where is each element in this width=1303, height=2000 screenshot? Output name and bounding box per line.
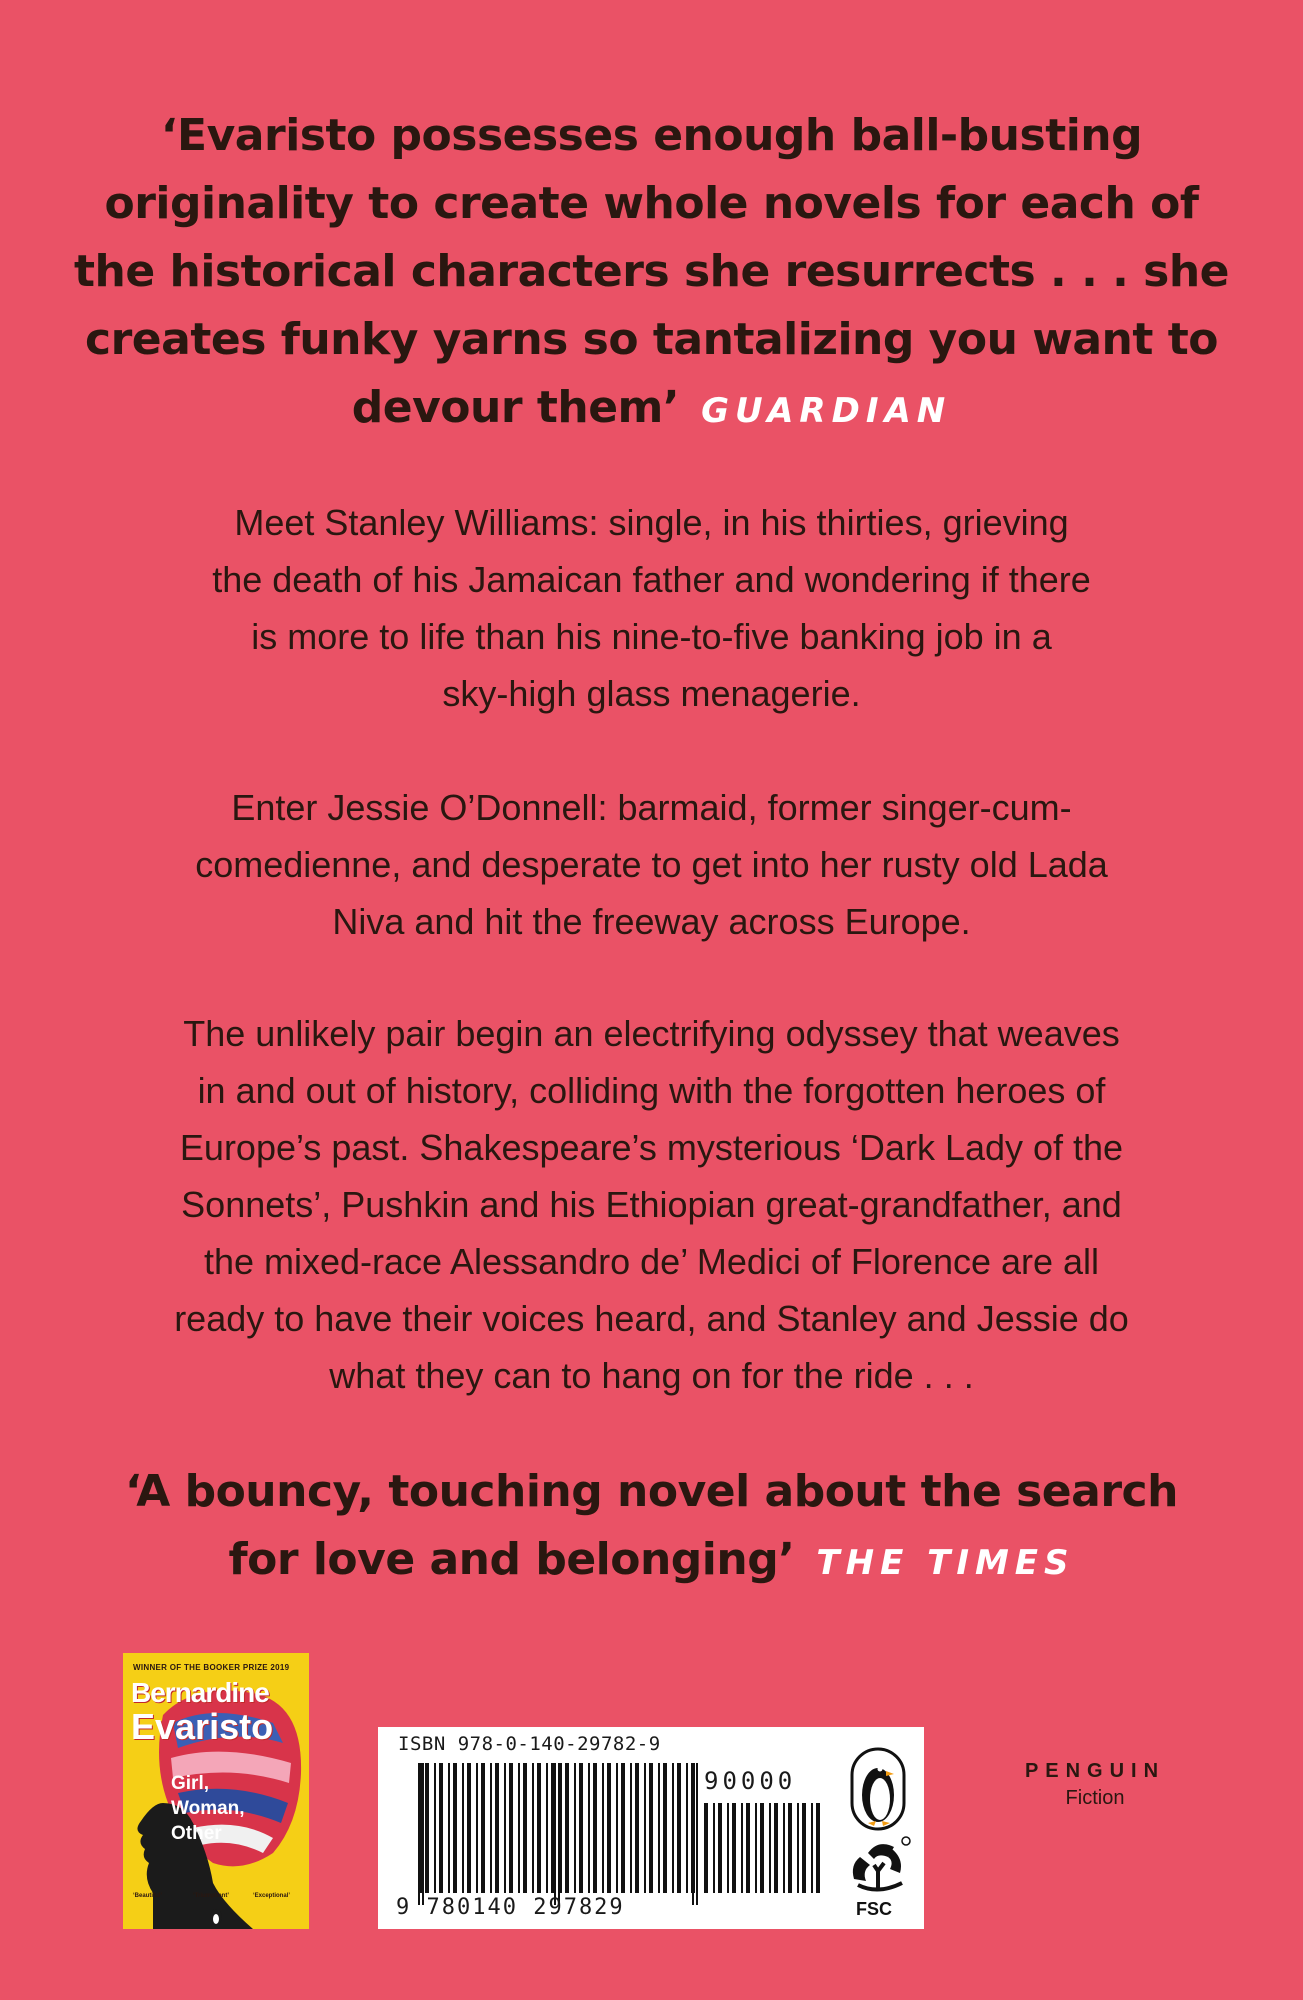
quote-line: devour them’	[351, 382, 680, 433]
paragraph-line: is more to life than his nine-to-five banking job in a	[251, 616, 1052, 657]
thumbnail-blurb: ‘Exceptional’	[253, 1893, 291, 1899]
paragraph-line: what they can to hang on for the ride . . .	[329, 1355, 974, 1396]
penguin-logo-icon	[850, 1747, 906, 1831]
thumbnail-title-line: Other	[171, 1823, 222, 1844]
prize-banner: WINNER OF THE BOOKER PRIZE 2019	[133, 1663, 290, 1672]
publisher-block	[990, 1760, 1200, 1810]
paragraph-line: the death of his Jamaican father and wondering if there	[212, 559, 1091, 600]
paragraph-line: Niva and hit the freeway across Europe.	[332, 901, 971, 942]
thumbnail-title-line: Girl,	[171, 1773, 210, 1794]
quote-line: creates funky yarns so tantalizing you want to	[85, 314, 1218, 365]
publisher-imprint: Fiction	[1065, 1787, 1125, 1809]
quote-line: originality to create whole novels for each of	[104, 178, 1199, 229]
barcode-panel	[378, 1727, 924, 1929]
paragraph-line: Enter Jessie O’Donnell: barmaid, former singer-cum-	[231, 787, 1072, 828]
quote-source: THE TIMES	[816, 1543, 1075, 1583]
thumbnail-title-line: Woman,	[171, 1798, 245, 1819]
fsc-label: FSC	[856, 1899, 892, 1919]
thumbnail-author-first: Bernardine	[131, 1677, 269, 1708]
publisher-name: PENGUIN	[1024, 1760, 1166, 1782]
isbn-number: ISBN 978-0-140-29782-9	[398, 1733, 661, 1755]
blurb-paragraph-1	[0, 494, 1303, 722]
thumbnail-author-last: Evaristo	[131, 1706, 274, 1747]
paragraph-line: Sonnets’, Pushkin and his Ethiopian great-grandfather, and	[181, 1184, 1122, 1225]
quote-line: the historical characters she resurrects . . . she	[73, 246, 1230, 297]
fsc-tree-icon	[844, 1835, 914, 1897]
review-quote-times	[0, 1458, 1303, 1597]
paragraph-line: in and out of history, colliding with the forgotten heroes of	[197, 1070, 1106, 1111]
thumbnail-title	[171, 1771, 245, 1846]
ean-number: 9 780140 297829	[396, 1895, 625, 1920]
paragraph-line: The unlikely pair begin an electrifying odyssey that weaves	[183, 1013, 1120, 1054]
quote-line: ‘Evaristo possesses enough ball-busting	[160, 110, 1143, 161]
thumbnail-blurb: ‘Beautiful’	[133, 1893, 163, 1899]
paragraph-line: the mixed-race Alessandro de’ Medici of Florence are all	[203, 1241, 1100, 1282]
thumbnail-blurb: ‘Triumphant’	[193, 1893, 229, 1899]
price-code: 90000	[704, 1767, 797, 1795]
related-book-thumbnail	[123, 1653, 309, 1929]
paragraph-line: comedienne, and desperate to get into her rusty old Lada	[195, 844, 1108, 885]
paragraph-line: Meet Stanley Williams: single, in his thirties, grieving	[234, 502, 1069, 543]
paragraph-line: Europe’s past. Shakespeare’s mysterious ‘Dark Lady of the	[179, 1127, 1124, 1168]
paragraph-line: sky-high glass menagerie.	[442, 673, 861, 714]
quote-line: ‘A bouncy, touching novel about the search	[125, 1466, 1178, 1517]
quote-source: GUARDIAN	[701, 391, 952, 431]
blurb-paragraph-2	[0, 779, 1303, 950]
blurb-paragraph-3	[0, 1005, 1303, 1404]
quote-line: for love and belonging’	[228, 1534, 795, 1585]
paragraph-line: ready to have their voices heard, and Stanley and Jessie do	[174, 1298, 1129, 1339]
review-quote-guardian	[0, 102, 1303, 445]
